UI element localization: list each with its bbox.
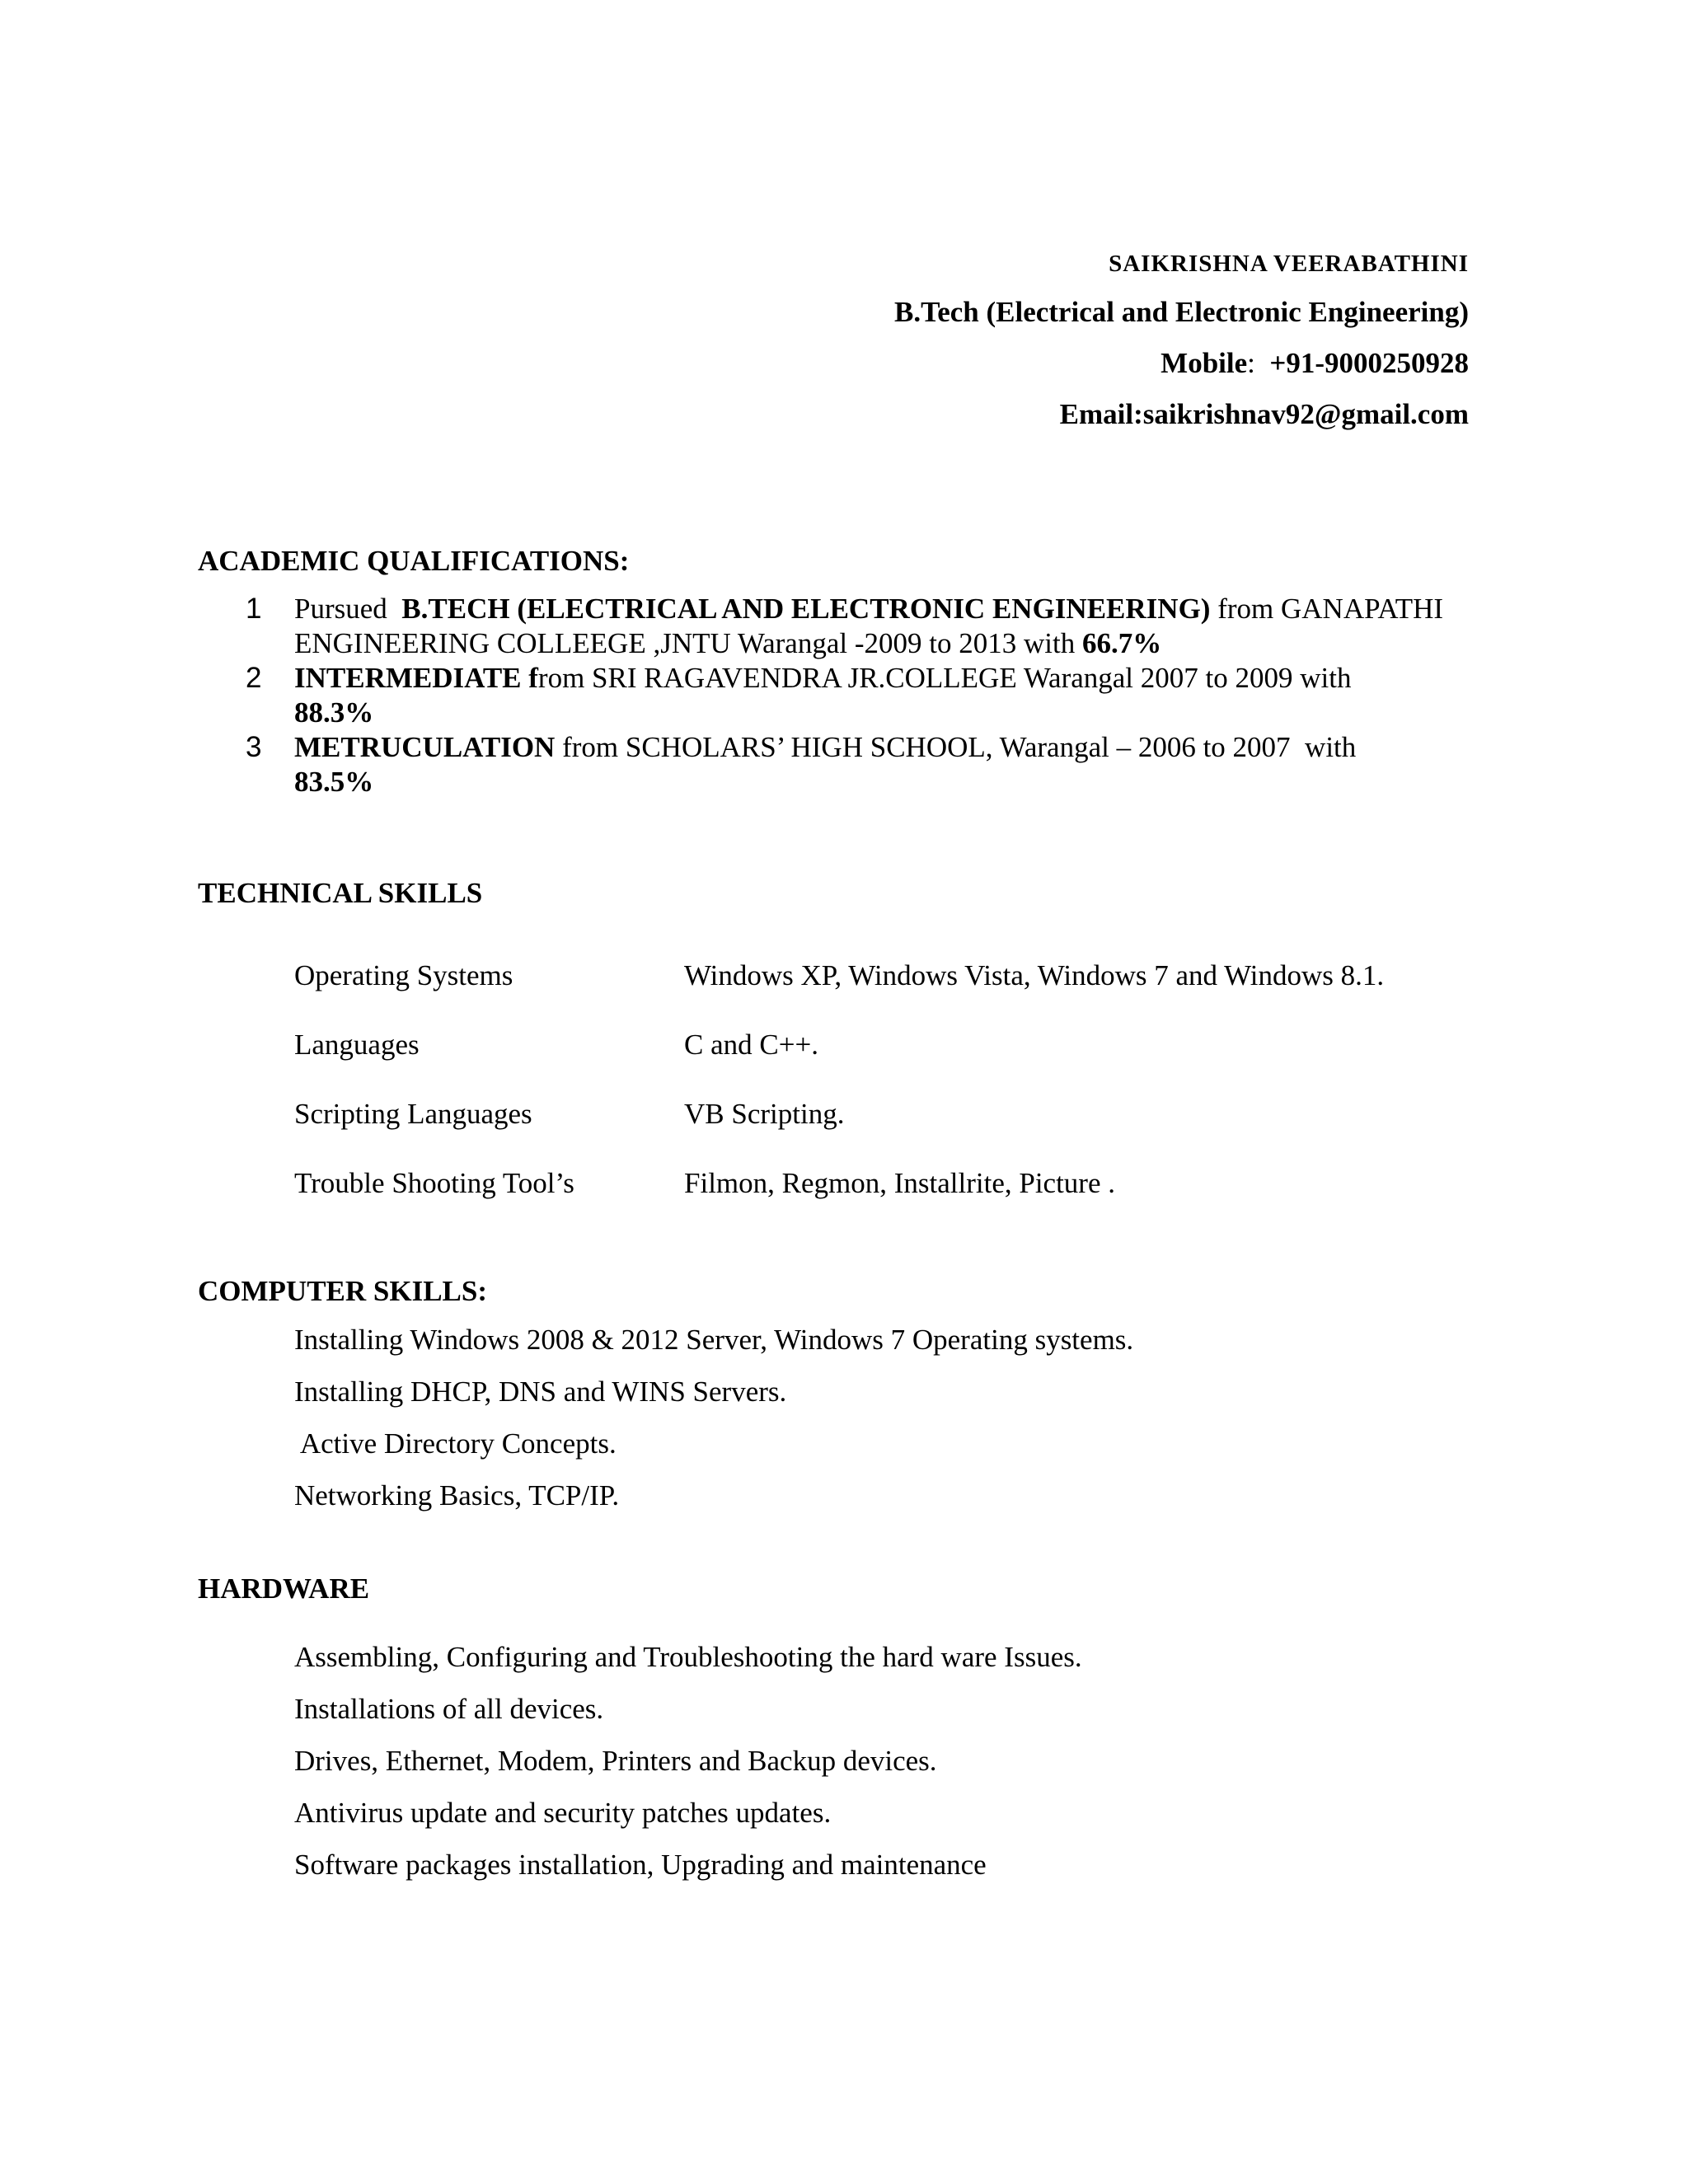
- academic-item-number: 2: [246, 662, 262, 694]
- mobile-label: Mobile: [1160, 347, 1248, 379]
- list-item: Installing Windows 2008 & 2012 Server, Windows 7 Operating systems.: [294, 1324, 1134, 1356]
- list-item: Active Directory Concepts.: [294, 1427, 617, 1460]
- email-line: Email:saikrishnav92@gmail.com: [1059, 398, 1469, 430]
- academic-list: [198, 592, 1517, 799]
- candidate-name: SAIKRISHNA VEERABATHINI: [1109, 251, 1469, 277]
- list-item: Assembling, Configuring and Troubleshooting the hard ware Issues.: [294, 1641, 1082, 1673]
- academic-item-score: 83.5%: [294, 766, 374, 798]
- skill-category: Trouble Shooting Tool’s: [294, 1167, 574, 1199]
- academic-item-detail: from GANAPATHI ENGINEERING COLLEEGE ,JNTU Warangal -2009 to 2013 with: [294, 593, 1444, 659]
- academic-item: [198, 592, 1517, 661]
- list-item: Drives, Ethernet, Modem, Printers and Backup devices.: [294, 1745, 937, 1777]
- academic-item-degree: METRUCULATION: [294, 731, 556, 763]
- list-item: Antivirus update and security patches updates.: [294, 1797, 832, 1829]
- academic-item-prefix: Pursued: [294, 593, 402, 625]
- degree-line: B.Tech (Electrical and Electronic Engineering): [893, 296, 1469, 328]
- hardware-heading: HARDWARE: [198, 1572, 370, 1605]
- academic-item-score: 66.7%: [1081, 627, 1162, 659]
- list-item: Software packages installation, Upgrading and maintenance: [294, 1849, 987, 1881]
- academic-item-score: 88.3%: [294, 696, 374, 729]
- contact-header: [894, 244, 1469, 432]
- list-item: Networking Basics, TCP/IP.: [294, 1479, 620, 1511]
- skill-category: Operating Systems: [294, 959, 513, 991]
- academic-item: [198, 730, 1517, 799]
- computer-skills-list: [294, 1323, 1133, 1530]
- skill-value: VB Scripting.: [684, 1098, 845, 1130]
- academic-item-degree: INTERMEDIATE f: [294, 662, 538, 694]
- academic-item-degree: B.TECH (ELECTRICAL AND ELECTRONIC ENGINEERING): [401, 593, 1211, 625]
- computer-heading: COMPUTER SKILLS:: [198, 1275, 488, 1307]
- skill-category: Languages: [294, 1029, 420, 1061]
- academic-item-number: 3: [246, 731, 262, 763]
- mobile-number: +91-9000250928: [1269, 347, 1469, 379]
- academic-item: [198, 661, 1517, 730]
- skill-category: Scripting Languages: [294, 1098, 532, 1130]
- hardware-list: [294, 1640, 1082, 1900]
- list-item: Installing DHCP, DNS and WINS Servers.: [294, 1376, 787, 1408]
- mobile-separator: :: [1247, 347, 1270, 379]
- technical-heading: TECHNICAL SKILLS: [198, 877, 483, 909]
- list-item: Installations of all devices.: [294, 1693, 604, 1725]
- academic-item-detail: rom SRI RAGAVENDRA JR.COLLEGE Warangal 2007 to 2009 with: [537, 662, 1352, 694]
- academic-item-detail: from SCHOLARS’ HIGH SCHOOL, Warangal – 2006 to 2007 with: [555, 731, 1357, 763]
- skill-value: C and C++.: [684, 1029, 818, 1061]
- mobile-line: [894, 346, 1469, 381]
- skill-value: Windows XP, Windows Vista, Windows 7 and Windows 8.1.: [684, 959, 1385, 991]
- academic-item-number: 1: [246, 593, 262, 625]
- skill-value: Filmon, Regmon, Installrite, Picture .: [684, 1167, 1116, 1199]
- academic-heading: ACADEMIC QUALIFICATIONS:: [198, 545, 630, 577]
